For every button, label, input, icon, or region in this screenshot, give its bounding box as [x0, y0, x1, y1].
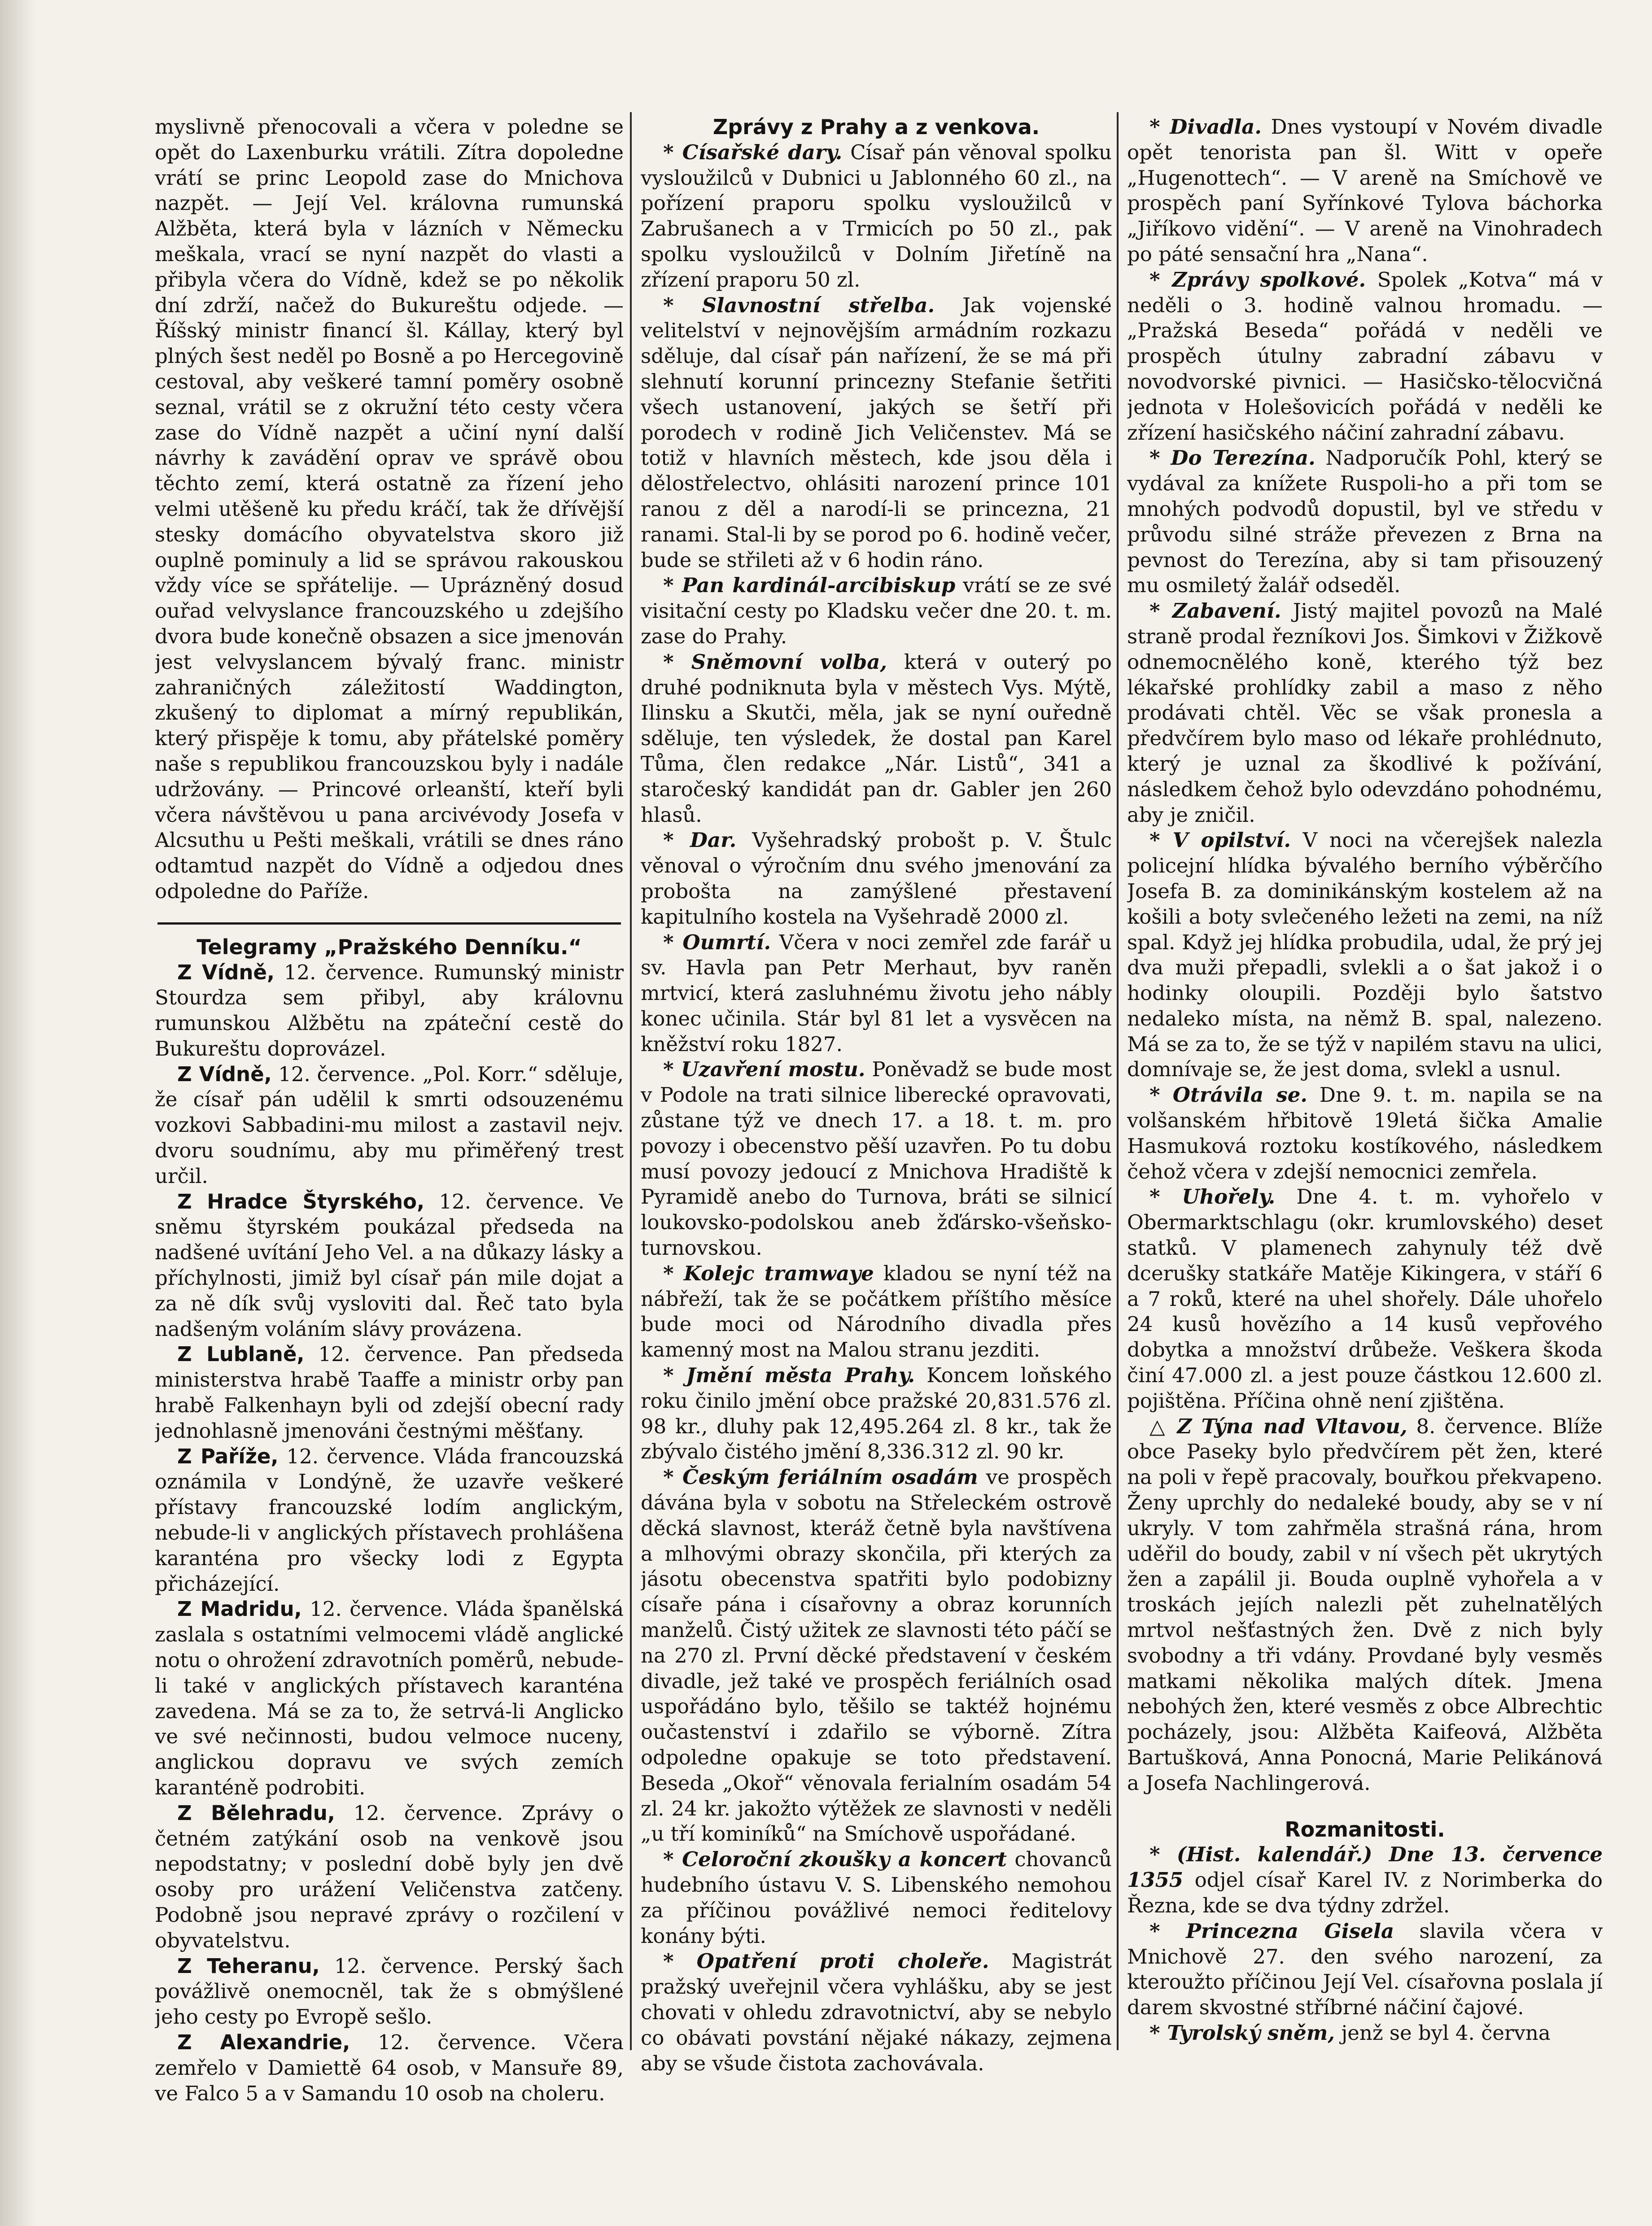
- telegram-dateline: Z Vídně,: [177, 1062, 272, 1086]
- news-text: Koncem loňského roku činilo jmění obce pražské 20,831.576 zl. 98 kr., dluhy pak 12,495.264 zl. 8 kr., tak že zbývalo čistého jmění 8,336.312 zl. 90 kr.: [641, 1363, 1112, 1464]
- news-keyword: Uzavření mostu.: [681, 1057, 865, 1082]
- telegram-dateline: Z Madridu,: [177, 1597, 302, 1621]
- news-keyword: Princezna Gisela: [1186, 1919, 1394, 1943]
- news-item: * Sněmovní volba, která v outerý po druhé podniknuta byla v městech Vys. Mýtě, Ilinsku a Skutči, měla, jak se nyní ouředně sděluje, ten výsledek, že dostal pan Karel Tůma, člen redakce „Nár. Listů“, 341 a staročeský kandidát pan dr. Gabler jen 260 hlasů.: [641, 650, 1112, 827]
- news-text: Magistrát pražský uveřejnil včera vyhlášku, aby se jest chovati v ohledu zdravotnictví, aby se nebylo co obávati povstání nějaké nákazy, zejmena aby se všude čistota zachovávala.: [641, 1949, 1112, 2075]
- telegram-dateline: Z Teheranu,: [177, 1954, 320, 1978]
- section-divider: [157, 922, 621, 925]
- news-keyword: Dar.: [690, 828, 737, 852]
- telegram-text: 12. července. Pan předseda ministerstva hrabě Taaffe a ministr orby pan hrabě Falkenhayn byli od zdejší obecní rady jednohlasně jmenováni čestnými měšťany.: [155, 1342, 624, 1443]
- telegram-text: 12. července. Vláda francouzská oznámila v Londýně, že uzavře veškeré přístavy francouzské lodím anglickým, nebude-li v anglických přístavech prohlášena karanténa pro všecky lodi z Egypta přicházející.: [155, 1444, 624, 1596]
- news-text: odjel císař Karel IV. z Norimberka do Řezna, kde se dva týdny zdržel.: [1127, 1868, 1603, 1917]
- news-item: * Pan kardinál-arcibiskup vrátí se ze své visitační cesty po Kladsku večer dne 20. t. m. zase do Prahy.: [641, 573, 1112, 648]
- news-keyword: Oumrtí.: [682, 930, 771, 954]
- miscellany-item: * (Hist. kalendář.) Dne 13. července 1355 odjel císař Karel IV. z Norimberka do Řezna, kde se dva týdny zdržel.: [1127, 1842, 1603, 1917]
- news-keyword: Pan kardinál-arcibiskup: [682, 573, 956, 598]
- column-middle: [641, 114, 1112, 2178]
- telegram-dateline: Z Lublaně,: [177, 1342, 305, 1366]
- news-item: * Zprávy spolkové. Spolek „Kotva“ má v neděli o 3. hodině valnou hromadu. — „Pražská Beseda“ pořádá v neděli ve prospěch útulny zabradní zábavu v novodvorské pivnici. — Hasičsko-tělocvičná jednota v Holešovicích pořádá v neděli ke zřízení hasičského náčiní zahradní zábavu.: [1127, 267, 1603, 445]
- prague-news-heading: Zprávy z Prahy a z venkova.: [712, 115, 1040, 139]
- column-right: [1127, 114, 1603, 2178]
- telegram-item: [155, 1062, 624, 1189]
- news-item: * Oumrtí. Včera v noci zemřel zde farář u sv. Havla pan Petr Merhaut, byv raněn mrtvicí, která zasluhnému životu jeho nábly konec učinila. Stár byl 81 let a vysvěcen na kněžství roku 1827.: [641, 930, 1112, 1056]
- news-item: * Celoroční zkoušky a koncert chovanců hudebního ústavu V. S. Libenského nemohou za příčinou povážlivé nemoci ředitelovy konány býti.: [641, 1847, 1112, 1948]
- news-text: 8. července. Blíže obce Paseky bylo předvčírem pět žen, které na poli v řepě pracovaly, bouřkou překvapeno. Ženy uprchly do nedaleké boudy, aby se v ní ukryly. V tom zahřměla strašná rána, hrom uděřil do boudy, zabil v ní všech pět ukrytých žen a zapálil ji. Bouda ouplně vyhořela a v troskách jejích nalezli pět zuhelnatělých mrtvol nešťastných žen. Dvě z nich byly svobodny a tři vdány. Provdané byly vesměs matkami několika malých dítek. Jmena nebohých žen, které vesměs z obce Albrechtic pocházely, jsou: Alžběta Kaifeová, Alžběta Bartušková, Anna Ponocná, Marie Pelikánová a Josefa Nachlingerová.: [1127, 1414, 1603, 1795]
- news-text: která v outerý po druhé podniknuta byla v městech Vys. Mýtě, Ilinsku a Skutči, měla, jak se nyní ouředně sděluje, ten výsledek, že dostal pan Karel Tůma, člen redakce „Nár. Listů“, 341 a staročeský kandidát pan dr. Gabler jen 260 hlasů.: [641, 650, 1112, 827]
- news-keyword: Uhořely.: [1182, 1185, 1276, 1209]
- news-text: Dne 9. t. m. napila se na volšanském hřbitově 19letá šička Amalie Hasmuková roztoku kostíkového, následkem čehož včera v zdejší nemocnici zemřela.: [1127, 1083, 1603, 1183]
- news-keyword: Tyrolský sněm,: [1167, 2021, 1335, 2045]
- news-text: ve prospěch dávána byla v sobotu na Střeleckém ostrově děcká slavnost, kteráž četně byla navštívena a mlhovými obrazy skončila, při kterých za jásotu obecenstva spatřiti bylo podobizny císaře pána i císařovny a obraz korunních manželů. Čistý užitek ze slavnosti této páčí se na 270 zl. První děcké představení v českém divadle, jež také ve prospěch feriálních osad uspořádáno bylo, těšilo se taktéž hojnému oučastenství i zdařilo se výborně. Zítra odpoledne opakuje se toto představení. Beseda „Okoř“ věnovala ferialním osadám 54 zl. 24 kr. jakožto výtěžek ze slavnosti v neděli „u tří kominíků“ na Smíchově uspořádané.: [641, 1465, 1112, 1846]
- news-item: * V opilství. V noci na včerejšek nalezla policejní hlídka bývalého berního výběrčího Josefa B. za dominikánským kostelem až na košili a boty svlečeného ležeti na zemi, na níž spal. Když jej hlídka probudila, udal, že prý jej dva muži přepadli, svlekli a o šat jakož i o hodinky oloupili. Později bylo šatstvo nedaleko místa, na němž B. spal, nalezeno. Má se za to, že se týž v napilém stavu na ulici, domnívaje se, že jest doma, svlekl a usnul.: [1127, 828, 1603, 1082]
- news-keyword: Z Týna nad Vltavou,: [1167, 1414, 1407, 1438]
- news-keyword: Sněmovní volba,: [691, 650, 887, 674]
- news-text: chovanců hudebního ústavu V. S. Libenského nemohou za příčinou povážlivé nemoci ředitelovy konány býti.: [641, 1847, 1112, 1948]
- news-keyword: Opatření proti choleře.: [696, 1949, 989, 1973]
- telegram-item: [155, 1444, 624, 1597]
- telegram-item: [155, 2030, 624, 2106]
- news-keyword: Českým feriálním osadám: [682, 1465, 978, 1489]
- telegram-text: 12. července. Perský šach povážlivě onemocněl, tak že s obmýšlené jeho cesty po Evropě sešlo.: [155, 1954, 624, 2029]
- news-item: * Divadla. Dnes vystoupí v Novém divadle opět tenorista pan šl. Witt v opeře „Hugenottech“. — V areně na Smíchově ve prospěch paní Syřínkové Tylova báchorka „Jiříkovo vidění“. — V areně na Vinohradech po páté sensační hra „Nana“.: [1127, 115, 1603, 266]
- telegram-item: [155, 1801, 624, 1954]
- news-keyword: Slavnostní střelba.: [702, 293, 935, 317]
- news-text: Nadporučík Pohl, který se vydával za knížete Ruspoli-ho a při tom se mnohých podvodů dopustil, byl ve středu v průvodu silné stráže převezen z Brna na pevnost do Terezína, aby si tam přisouzený mu osmiletý žalář odseděl.: [1127, 446, 1603, 598]
- triangle-mark-icon: △: [1149, 1414, 1168, 1438]
- news-text: Spolek „Kotva“ má v neděli o 3. hodině valnou hromadu. — „Pražská Beseda“ pořádá v neděli ve prospěch útulny zabradní zábavu v novodvorské pivnici. — Hasičsko-tělocvičná jednota v Holešovicích pořádá v neděli ke zřízení hasičského náčiní zahradní zábavu.: [1127, 267, 1603, 445]
- news-text: Císař pán věnoval spolku vysloužilců v Dubnici u Jablonného 60 zl., na pořízení praporu spolku vysloužilců v Zabrušanech a v Trmicích po 50 zl., pak spolku vysloužilců v Dolním Jiřetíně na zřízení praporu 50 zl.: [641, 140, 1112, 292]
- telegram-dateline: Z Bělehradu,: [177, 1801, 335, 1825]
- news-item: [1127, 1414, 1603, 1796]
- news-text: Jak vojenské velitelství v nejnovějším armádním rozkazu sděluje, dal císař pán nařízení, že se má při slehnutí korunní princezny Stefanie šetřiti všech ustanovení, jakých se šetří při porodech v rodině Jich Veličenstev. Má se totiž v hlavních městech, kde jsou děla i dělostřelectvo, ohlásiti narození prince 101 ranou z děl a narodí-li se princezna, 21 ranami. Stal-li by se porod po 6. hodině večer, bude se střileti až v 6 hodin ráno.: [641, 293, 1112, 572]
- news-item: * Do Terezína. Nadporučík Pohl, který se vydával za knížete Ruspoli-ho a při tom se mnohých podvodů dopustil, byl ve středu v průvodu silné stráže převezen z Brna na pevnost do Terezína, aby si tam přisouzený mu osmiletý žalář odseděl.: [1127, 446, 1603, 598]
- page-gutter-shadow: [0, 0, 36, 2226]
- news-keyword: Císařské dary.: [682, 140, 843, 164]
- news-keyword: V opilství.: [1172, 828, 1291, 852]
- news-text: kladou se nyní též na nábřeží, tak že se počátkem příštího měsíce bude moci od Národního divadla přes kamenný most na Malou stranu jezditi.: [641, 1261, 1112, 1362]
- telegram-text: 12. července. Zprávy o četném zatýkání osob na venkově jsou nepodstatny; v poslední době byly jen dvě osoby pro urážení Veličenstva zatčeny. Podobně jsou nepravé zprávy o rozčilení v obyvatelstvu.: [155, 1801, 624, 1952]
- news-item: * Otrávila se. Dne 9. t. m. napila se na volšanském hřbitově 19letá šička Amalie Hasmuková roztoku kostíkového, následkem čehož včera v zdejší nemocnici zemřela.: [1127, 1083, 1603, 1183]
- telegram-text: 12. července. Ve sněmu štyrském poukázal předseda na nadšené uvítání Jeho Vel. a na důkazy lásky a příchylnosti, jimiž byl císař pán mile dojat a za ně dík svůj vysloviti dal. Řeč tato byla nadšeným voláním slávy provázena.: [155, 1189, 624, 1341]
- news-item: * Českým feriálním osadám ve prospěch dávána byla v sobotu na Střeleckém ostrově děcká slavnost, kteráž četně byla navštívena a mlhovými obrazy skončila, při kterých za jásotu obecenstva spatřiti bylo podobizny císaře pána i císařovny a obraz korunních manželů. Čistý užitek ze slavnosti této páčí se na 270 zl. První děcké představení v českém divadle, jež také ve prospěch feriálních osad uspořádáno bylo, těšilo se taktéž hojnému oučastenství i zdařilo se výborně. Zítra odpoledne opakuje se toto představení. Beseda „Okoř“ věnovala ferialním osadám 54 zl. 24 kr. jakožto výtěžek ze slavnosti v neděli „u tří kominíků“ na Smíchově uspořádané.: [641, 1465, 1112, 1846]
- telegram-item: [155, 1954, 624, 2030]
- news-item: * Uhořely. Dne 4. t. m. vyhořelo v Obermarktschlagu (okr. krumlovského) deset statků. V plamenech zahynuly též dvě dcerušky statkáře Matěje Kikingera, v stáří 6 a 7 roků, které na uhel shořely. Dále uhořelo 24 kusů hovězího a 14 kusů vepřového dobytka a množství drůbeže. Veškera škoda činí 47.000 zl. a jest pouze částkou 12.600 zl. pojištěna. Příčina ohně není zjištěna.: [1127, 1185, 1603, 1413]
- telegram-dateline: Z Paříže,: [177, 1444, 279, 1468]
- news-keyword: Zprávy spolkové.: [1172, 267, 1366, 292]
- news-keyword: Kolejc tramwaye: [683, 1261, 874, 1285]
- news-text: Dnes vystoupí v Novém divadle opět tenorista pan šl. Witt v opeře „Hugenottech“. — V areně na Smíchově ve prospěch paní Syřínkové Tylova báchorka „Jiříkovo vidění“. — V areně na Vinohradech po páté sensační hra „Nana“.: [1127, 115, 1603, 266]
- news-keyword: Celoroční zkoušky a koncert: [682, 1847, 1007, 1872]
- news-keyword: (Hist. kalendář.) Dne 13. července 1355: [1127, 1842, 1603, 1892]
- news-keyword: Do Terezína.: [1171, 446, 1315, 470]
- miscellany-item: * Tyrolský sněm, jenž se byl 4. června: [1149, 2021, 1551, 2045]
- telegram-dateline: Z Hradce Štyrského,: [177, 1189, 425, 1213]
- news-text: vrátí se ze své visitační cesty po Kladsku večer dne 20. t. m. zase do Prahy.: [641, 573, 1112, 648]
- telegram-item: [155, 960, 624, 1062]
- news-item: * Kolejc tramwaye kladou se nyní též na nábřeží, tak že se počátkem příštího měsíce bude moci od Národního divadla přes kamenný most na Malou stranu jezditi.: [641, 1261, 1112, 1362]
- news-text: Jistý majitel povozů na Malé straně prodal řezníkovi Jos. Šimkovi v Žižkově odnemocnělého koně, kterého týž bez lékařské prohlídky zabil a maso z něho prodávati chtěl. Věc se však pronesla a předvčírem bylo maso od lékaře prohlédnuto, který je uznal za škodlivé k požívání, následkem čehož bylo odevzdáno pohodnému, aby je zničil.: [1127, 599, 1603, 827]
- column-rule-1: [630, 112, 632, 2050]
- telegrams-heading: Telegramy „Pražského Denníku.“: [197, 934, 582, 959]
- miscellany-heading: Rozmanitosti.: [1285, 1817, 1445, 1842]
- news-keyword: *: [663, 140, 682, 164]
- telegram-text: 12. července. Včera zemřelo v Damiettě 64 osob, v Mansuře 89, ve Falco 5 a v Samandu 10 osob na choleru.: [155, 2030, 624, 2105]
- news-text: Včera v noci zemřel zde farář u sv. Havla pan Petr Merhaut, byv raněn mrtvicí, která zasluhnému životu jeho nábly konec učinila. Stár byl 81 let a vysvěcen na kněžství roku 1827.: [641, 930, 1112, 1056]
- column-left: [155, 114, 624, 2178]
- telegram-dateline: Z Alexandrie,: [177, 2030, 350, 2054]
- news-item: [641, 140, 1112, 293]
- news-item: * Jmění města Prahy. Koncem loňského roku činilo jmění obce pražské 20,831.576 zl. 98 kr., dluhy pak 12,495.264 zl. 8 kr., tak že zbývalo čistého jmění 8,336.312 zl. 90 kr.: [641, 1363, 1112, 1464]
- miscellany-item: * Princezna Gisela slavila včera v Mnichově 27. den svého narození, za kteroužto příčinou Její Vel. císařovna poslala jí darem skvostné stříbrné náčiní čajové.: [1127, 1919, 1603, 2020]
- news-text: slavila včera v Mnichově 27. den svého narození, za kteroužto příčinou Její Vel. císařovna poslala jí darem skvostné stříbrné náčiní čajové.: [1127, 1919, 1603, 2020]
- news-keyword: Zabavení.: [1172, 599, 1281, 623]
- telegram-text: 12. července. „Pol. Korr.“ sděluje, že císař pán udělil k smrti odsouzenému vozkovi Sabbadini-mu milost a zastavil nejv. dvoru soudnímu, aby mu přiměřený trest určil.: [155, 1062, 624, 1188]
- news-text: Poněvadž se bude most v Podole na trati silnice liberecké opravovati, zůstane týž ve dnech 17. a 18. t. m. pro povozy i obecenstvo pěší uzavřen. Po tu dobu musí povozy jedoucí z Mnichova Hradiště k Pyramidě anebo do Turnova, bráti se silnicí loukovsko-podolskou aneb žďársko-všeňsko-turnovskou.: [641, 1057, 1112, 1260]
- news-item: * Zabavení. Jistý majitel povozů na Malé straně prodal řezníkovi Jos. Šimkovi v Žižkově odnemocnělého koně, kterého týž bez lékařské prohlídky zabil a maso z něho prodávati chtěl. Věc se však pronesla a předvčírem bylo maso od lékaře prohlédnuto, který je uznal za škodlivé k požívání, následkem čehož bylo odevzdáno pohodnému, aby je zničil.: [1127, 599, 1603, 827]
- telegram-text: 12. července. Rumunský ministr Stourdza sem přibyl, aby královnu rumunskou Alžbětu na zpáteční cestě do Bukureštu doprovázel.: [155, 960, 624, 1061]
- column-rule-2: [1117, 112, 1119, 2050]
- news-item: * Uzavření mostu. Poněvadž se bude most v Podole na trati silnice liberecké opravovati, zůstane týž ve dnech 17. a 18. t. m. pro povozy i obecenstvo pěší uzavřen. Po tu dobu musí povozy jedoucí z Mnichova Hradiště k Pyramidě anebo do Turnova, bráti se silnicí loukovsko-podolskou aneb žďársko-všeňsko-turnovskou.: [641, 1057, 1112, 1260]
- telegram-text: 12. července. Vláda španělská zaslala s ostatními velmocemi vládě anglické notu o ohrožení zdravotních poměrů, nebude-li také v anglických přístavech karanténa zavedena. Má se za to, že setrvá-li Anglicko ve své nečinnosti, budou velmoce nuceny, anglickou dopravu ve svých zemích karanténě podrobiti.: [155, 1597, 624, 1799]
- news-text: Vyšehradský probošt p. V. Štulc věnoval o výročním dnu svého jmenování za probošta na zamýšlené přestavení kapitulního kostela na Vyšehradě 2000 zl.: [641, 828, 1112, 929]
- news-keyword: Divadla.: [1170, 115, 1262, 139]
- news-text: V noci na včerejšek nalezla policejní hlídka bývalého berního výběrčího Josefa B. za dominikánským kostelem až na košili a boty svlečeného ležeti na zemi, na níž spal. Když jej hlídka probudila, udal, že prý jej dva muži přepadli, svlekli a o šat jakož i o hodinky oloupili. Později bylo šatstvo nedaleko místa, na němž B. spal, nalezeno. Má se za to, že se týž v napilém stavu na ulici, domnívaje se, že jest doma, svlekl a usnul.: [1127, 828, 1603, 1082]
- telegram-dateline: Z Vídně,: [177, 960, 275, 984]
- news-text: jenž se byl 4. června: [1335, 2021, 1551, 2045]
- news-item: * Slavnostní střelba. Jak vojenské velitelství v nejnovějším armádním rozkazu sděluje, dal císař pán nařízení, že se má při slehnutí korunní princezny Stefanie šetřiti všech ustanovení, jakých se šetří při porodech v rodině Jich Veličenstev. Má se totiž v hlavních městech, kde jsou děla i dělostřelectvo, ohlásiti narození prince 101 ranou z děl a narodí-li se princezna, 21 ranami. Stal-li by se porod po 6. hodině večer, bude se střileti až v 6 hodin ráno.: [641, 293, 1112, 572]
- news-text: Dne 4. t. m. vyhořelo v Obermarktschlagu (okr. krumlovského) deset statků. V plamenech zahynuly též dvě dcerušky statkáře Matěje Kikingera, v stáří 6 a 7 roků, které na uhel shořely. Dále uhořelo 24 kusů hovězího a 14 kusů vepřového dobytka a množství drůbeže. Veškera škoda činí 47.000 zl. a jest pouze částkou 12.600 zl. pojištěna. Příčina ohně není zjištěna.: [1127, 1185, 1603, 1413]
- telegram-item: [155, 1342, 624, 1444]
- news-keyword: Jmění města Prahy.: [686, 1363, 915, 1388]
- news-item: * Dar. Vyšehradský probošt p. V. Štulc věnoval o výročním dnu svého jmenování za probošta na zamýšlené přestavení kapitulního kostela na Vyšehradě 2000 zl.: [641, 828, 1112, 929]
- telegram-item: [155, 1597, 624, 1800]
- news-keyword: Otrávila se.: [1172, 1083, 1308, 1107]
- article-continuation: myslivně přenocovali a včera v poledne se opět do Laxenburku vrátili. Zítra dopoledne vrátí se princ Leopold zase do Mnichova nazpět. — Její Vel. královna rumunská Alžběta, která byla v lázních v Německu meškala, vrací se nyní nazpět do vlasti a přibyla včera do Vídně, kdež se po několik dní zdrží, načež do Bukureštu odjede. — Říšský ministr financí šl. Kállay, který byl plných šest neděl po Bosně a po Hercegovině cestoval, aby veškeré tamní poměry osobně seznal, vrátil se z okružní této cesty včera zase do Vídně nazpět a učiní nyní další návrhy k zavádění oprav ve správě obou těchto zemí, která ostatně za řízení jeho velmi utěšeně ku předu kráčí, tak že dřívější stesky domácího obyvatelstva skoro již ouplně pominuly a lid se správou rakouskou vždy více se spřátelije. — Uprázněný dosud ouřad velvyslance francouzského u zdejšího dvora bude konečně obsazen a sice jmenován jest velvyslancem bývalý franc. ministr zahraničných záležitostí Waddington, zkušený to diplomat a mírný republikán, který přispěje k tomu, aby přátelské poměry naše s republikou francouzskou byly i nadále udržovány. — Princové orleanští, kteří byli včera návštěvou u pana arcivévody Josefa v Alcsuthu u Pešti meškali, vrátili se dnes ráno odtamtud nazpět do Vídně a odjedou dnes odpoledne do Paříže.: [155, 115, 624, 903]
- news-item: * Opatření proti choleře. Magistrát pražský uveřejnil včera vyhlášku, aby se jest chovati v ohledu zdravotnictví, aby se nebylo co obávati povstání nějaké nákazy, zejmena aby se všude čistota zachovávala.: [641, 1949, 1112, 2075]
- telegram-item: [155, 1189, 624, 1342]
